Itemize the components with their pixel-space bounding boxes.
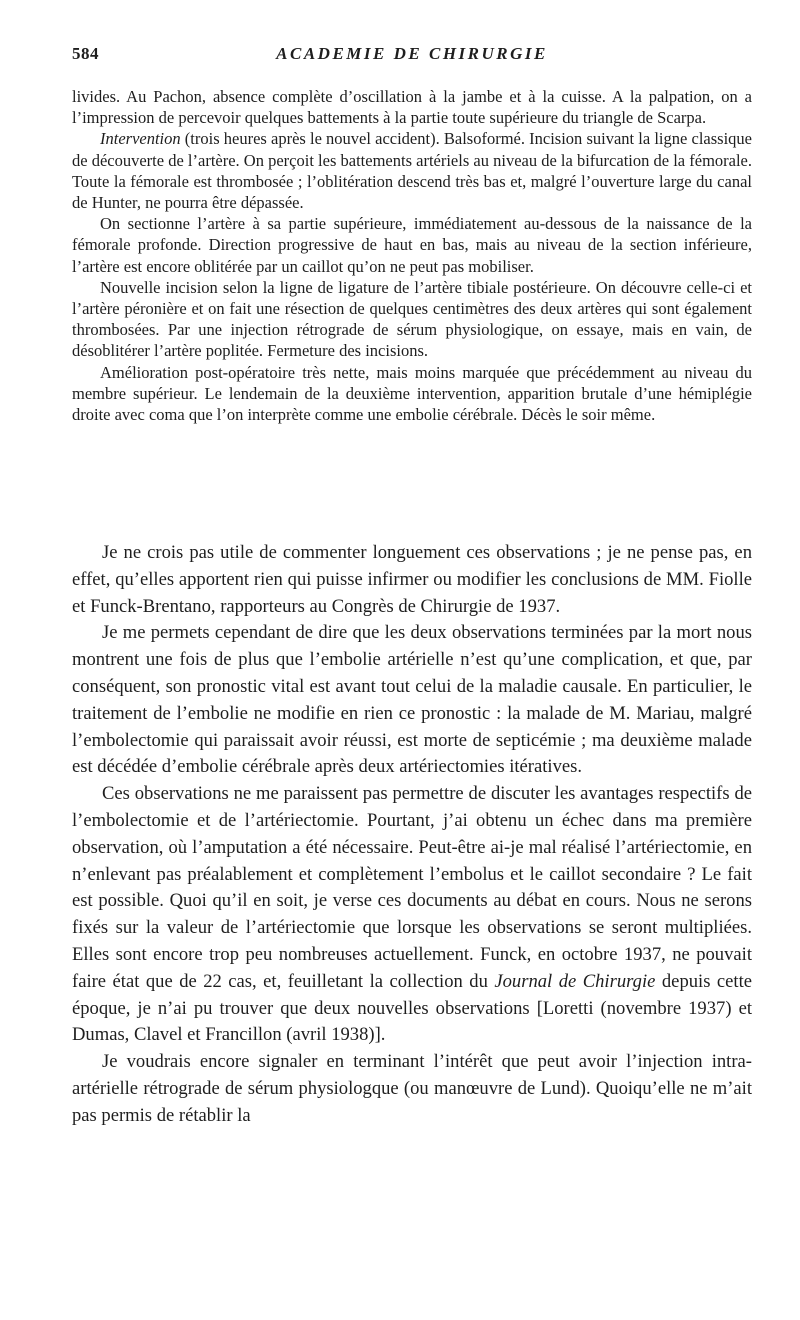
page-header <box>72 44 752 68</box>
discussion-section <box>72 540 752 1130</box>
paragraph: Nouvelle incision selon la ligne de ligature de l’artère tibiale postérieure. On découvre celle-ci et l’artère péronière et on fait une résection de quelques centimètres des deux artères qui sont également thrombosées. Par une injection rétrograde de sérum physiologique, on essaye, mais en vain, de désoblitérer l’artère poplitée. Fermeture des incisions. <box>72 277 752 361</box>
journal-title: Journal de Chirurgie <box>494 970 656 992</box>
page-number: 584 <box>72 44 99 63</box>
paragraph-text: (trois heures après le nouvel accident). Balsoformé. Incision suivant la ligne classique de découverte de l’artère. On perçoit les battements artériels au niveau de la bifurcation de la fémorale. Toute la fémorale est thrombosée ; l’oblitération descend très bas et, malgré l’ouverture large du canal de Hunter, ne pourra être dépassée. <box>72 129 752 213</box>
paragraph: Je ne crois pas utile de commenter longuement ces observations ; je ne pense pas, en effet, qu’elles apportent rien qui puisse infirmer ou modifier les conclusions de MM. Fiolle et Funck-Brentano, rapporteurs au Congrès de Chirurgie de 1937. <box>72 542 752 617</box>
paragraph-text: Ces observations ne me paraissent pas permettre de discuter les avantages respectifs de l’embolectomie et de l’artériectomie. Pourtant, j’ai obtenu un échec dans ma première observation, où l’amputation a été nécessaire. Peut-être ai-je mal réalisé l’artériectomie, en n’enlevant pas préalablement et complètement l’embolus et le caillot secondaire ? Le fait est possible. Quoi qu’il en soit, je verse ces documents au débat en cours. Nous ne serons fixés sur la valeur de l’artériectomie que lorsque les observations se seront multipliées. Elles sont encore trop peu nombreuses actuellement. Funck, en octobre 1937, ne pouvait faire état que de 22 cas, et, feuilletant la collection du <box>72 783 752 992</box>
paragraph: Amélioration post-opératoire très nette, mais moins marquée que précédemment au niveau du membre supérieur. Le lendemain de la deuxième intervention, apparition brutale d’une hémiplégie droite avec coma que l’on interprète comme une embolie cérébrale. Décès le soir même. <box>72 362 752 425</box>
intervention-lead: Intervention <box>100 129 181 149</box>
paragraph: Je me permets cependant de dire que les deux observations terminées par la mort nous montrent une fois de plus que l’embolie artérielle n’est qu’une complication, et que, par conséquent, son pronostic vital est avant tout celui de la maladie causale. En particulier, le traitement de l’embolie ne modifie en rien ce pronostic : la malade de M. Mariau, malgré l’embolectomie qui paraissait avoir réussi, est morte de septicémie ; ma deuxième malade est décédée d’embolie cérébrale après deux artériectomies itératives. <box>72 622 752 778</box>
paragraph-text: depuis cette époque, je n’ai pu trouver que deux nouvelles observations [Loretti (novembre 1937) et Dumas, Clavel et Francillon (avril 1938)]. <box>72 970 753 1046</box>
case-report-section <box>72 86 752 425</box>
paragraph <box>72 128 752 213</box>
paragraph <box>72 781 752 1049</box>
paragraph: livides. Au Pachon, absence complète d’oscillation à la jambe et à la cuisse. A la palpation, on a l’impression de percevoir quelques battements à la partie toute supérieure du triangle de Scarpa. <box>72 87 752 128</box>
paragraph: On sectionne l’artère à sa partie supérieure, immédiatement au-dessous de la naissance de la fémorale profonde. Direction progressive de haut en bas, mais au niveau de la section inférieure, l’artère est encore oblitérée par un caillot qu’on ne peut pas mobiliser. <box>72 214 752 276</box>
paragraph: Je voudrais encore signaler en terminant l’intérêt que peut avoir l’injection intra-artérielle rétrograde de sérum physiologque (ou manœuvre de Lund). Quoiqu’elle ne m’ait pas permis de rétablir la <box>72 1051 752 1126</box>
running-head: ACADEMIE DE CHIRURGIE <box>276 44 548 63</box>
